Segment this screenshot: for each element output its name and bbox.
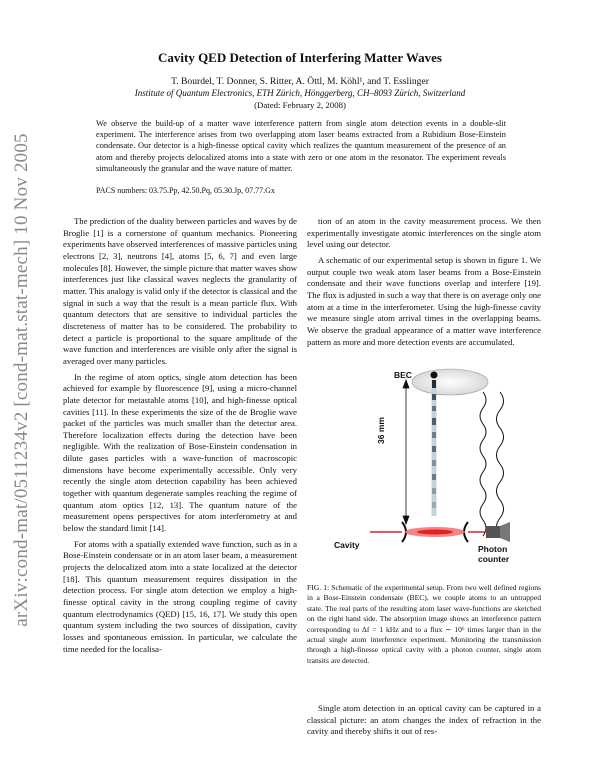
cavity <box>370 522 486 542</box>
cavity-label: Cavity <box>334 540 360 550</box>
wavefunction-right <box>497 392 504 536</box>
date-line: (Dated: February 2, 2008) <box>254 100 346 110</box>
figure-1-setup-schematic <box>330 368 530 574</box>
paragraph: For atoms with a spatially extended wave function, such as in a Bose-Einstein condensate or in an atom laser beam, a measurement projects the delocalized atom into a state localized at the detector [18]. This quantum measurement requires dissipation in the detection process. For single atom detection we employ a high-finesse optical cavity in the strong coupling regime of cavity quantum electrodynamics (QED) [15, 16, 17]. We study this open quantum system including the two sources of dissipation, cavity losses and spontaneous emission. In particular, we calculate the time needed for the localisa- <box>63 538 297 654</box>
distance-arrow <box>403 380 409 524</box>
bec-core <box>431 372 438 379</box>
atom-laser-beam <box>432 380 437 516</box>
paragraph: In the regime of atom optics, single atom detection has been achieved for example by fluorescence [9], using a micro-channel plate detector for metastable atoms [10], and high-finesse optical cavities [11]. In these experiments the size of the de Broglie wave packet of the particles was much smaller than the detector area. Therefore localization effects during the detection have been negligible. With the realization of Bose-Einstein condensation in dilute gases particles with a wave-function of macroscopic dimensions have become experimentally accessible. Only very recently the single atom detection capability has been achieved together with quantum degenerate samples reaching the regime of quantum atom optics [12, 13]. The quantum nature of the measurement opens perspectives for atom interferometry at and below the standard limit [14]. <box>63 371 297 534</box>
bec-cloud <box>412 369 488 395</box>
arxiv-identifier: arXiv:cond-mat/0511234v2 [cond-mat.stat-mech] 10 Nov 2005 <box>11 133 32 627</box>
photon-label: Photon <box>478 544 508 554</box>
distance-label: 36 mm <box>376 417 386 444</box>
left-column <box>63 216 297 659</box>
photon-counter <box>486 522 510 542</box>
author-list: T. Bourdel, T. Donner, S. Ritter, A. Öttl, M. Köhl¹, and T. Esslinger <box>171 76 429 87</box>
affiliation: Institute of Quantum Electronics, ETH Zürich, Hönggerberg, CH–8093 Zürich, Switzerland <box>134 88 466 98</box>
paragraph: A schematic of our experimental setup is shown in figure 1. We output couple two weak atom laser beams from a Bose-Einstein condensate and their wave functions overlap and interfere [19]. The flux is adjusted in such a way that there is on average only one atom at a time in the interferometer. Using the high-finesse cavity we measure single atom arrival times in the overlapping beams. We observe the gradual appearance of a matter wave interference pattern as more and more detection events are accumulated. <box>307 254 541 347</box>
figure-caption: FIG. 1: Schematic of the experimental setup. From two well defined regions in a Bose-Einstein condensate (BEC), we couple atoms to an untrapped state. The real parts of the resulting atom laser wave-functions are sketched on the right hand side. The absorption image shows an interference pattern corresponding to Δf = 1 kHz and to a flux ∼ 10⁶ times larger than in the actual single atom interference experiment. Monitoring the transmission through a high-finesse optical cavity with a photon counter, single atom transits are detected. <box>307 583 541 665</box>
bec-label: BEC <box>394 370 412 380</box>
paragraph: tion of an atom in the cavity measurement process. We then experimentally investigate atomic interferences on the single atom level using our detector. <box>307 216 541 250</box>
abstract: We observe the build-up of a matter wave interference pattern from single atom detection events in a double-slit experiment. The interference arises from two overlapping atom laser beams extracted from a Rubidium Bose-Einstein condensate. Our detector is a high-finesse optical cavity which realizes the quantum measurement of the presence of an atom and thereby projects delocalized atoms into a state with zero or one atom in the resonator. The experiment reveals simultaneously the granular and the wave nature of matter. <box>96 119 506 173</box>
paper-title: Cavity QED Detection of Interfering Matter Waves <box>157 50 442 65</box>
arxiv-sidebar <box>4 60 40 700</box>
paragraph: The prediction of the duality between particles and waves by de Broglie [1] is a cornerstone of quantum mechanics. Pioneering experiments have observed interferences of massive particles using electrons [2, 3], neutrons [4], atoms [5, 6, 7] and even large molecules [8]. However, the simple picture that matter waves show interferences just like classical waves neglects the granularity of matter. This analogy is valid only if the detector is classical and the signal in such a way that the result is a mean particle flux. With quantum detectors that are sensitive to individual particles the discreteness of matter has to be considered. The probability to detect a particle is proportional to the square amplitude of the wave function and interferences are visible only after the signal is averaged over many particles. <box>63 216 297 366</box>
right-column-bottom <box>307 703 541 738</box>
paragraph: Single atom detection in an optical cavity can be captured in a classical picture: an atom changes the index of refraction in the cavity and thereby shifts it out of res- <box>307 703 541 737</box>
wavefunction-left <box>480 392 486 536</box>
pacs-numbers: PACS numbers: 03.75.Pp, 42.50.Pq, 05.30.Jp, 07.77.Gx <box>96 186 275 195</box>
counter-label: counter <box>478 554 510 564</box>
right-column <box>307 216 541 352</box>
